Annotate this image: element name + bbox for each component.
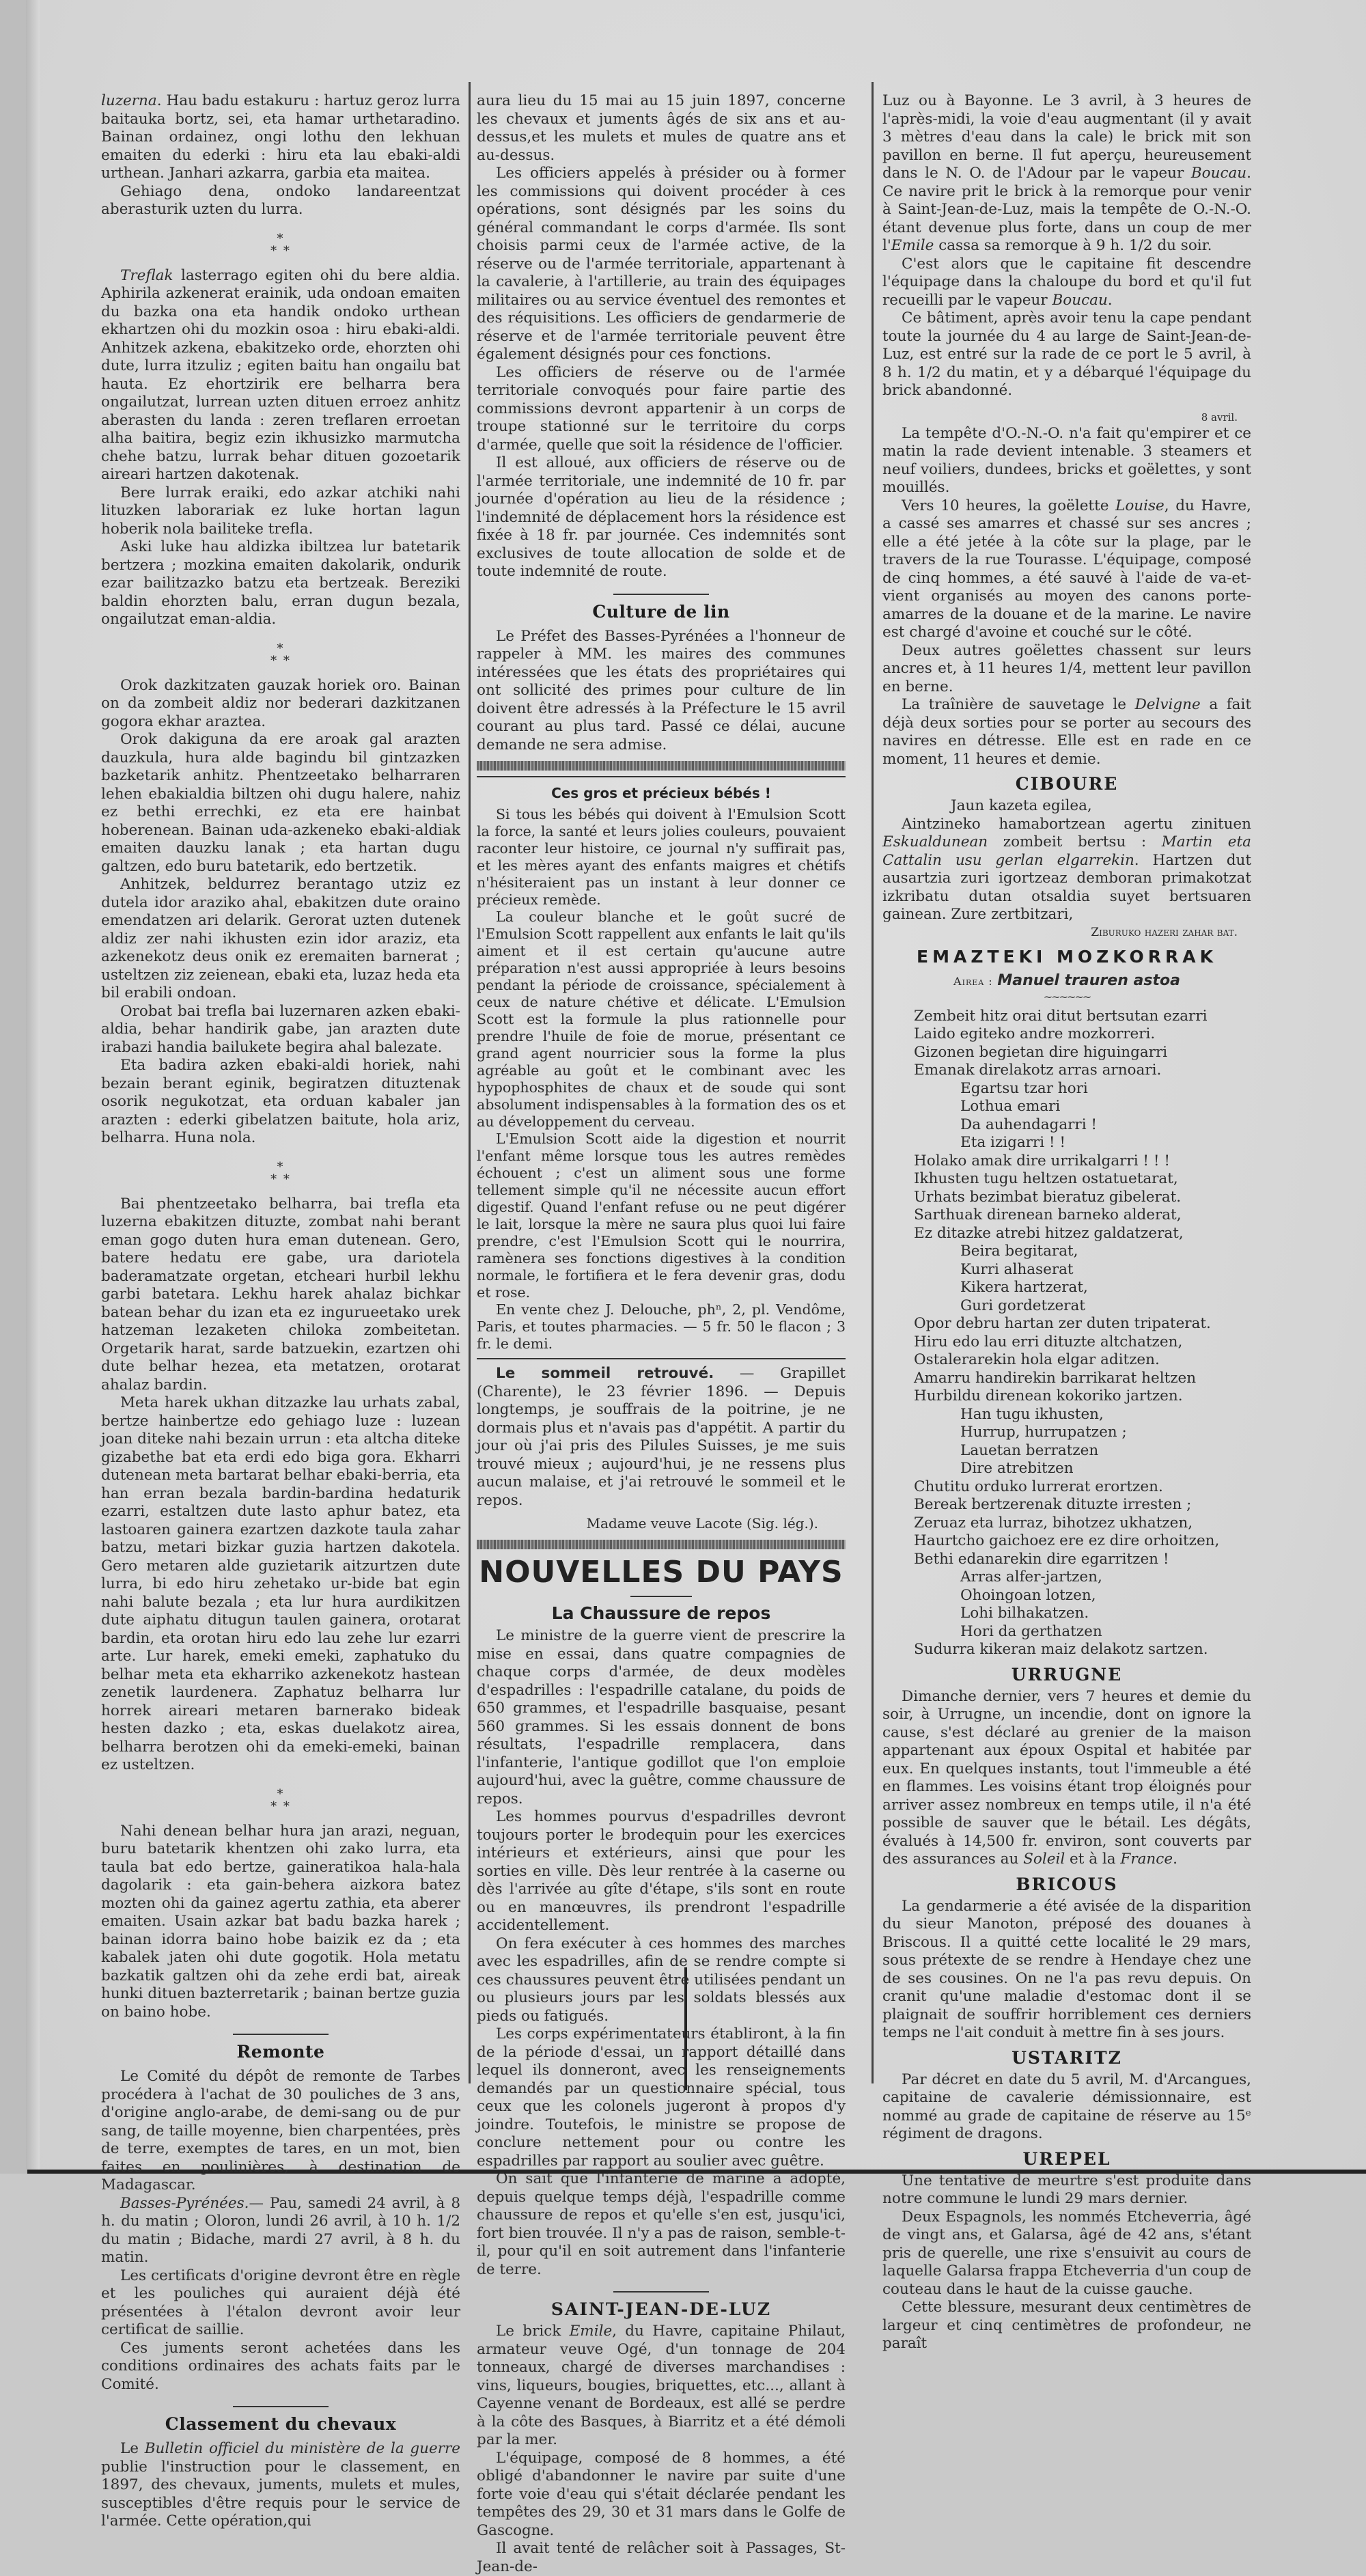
paragraph-text: Vers 10 heures, la goëlette xyxy=(902,497,1116,514)
asterism-separator: * * * xyxy=(270,1159,291,1187)
paragraph-text: . xyxy=(1107,291,1113,309)
ornamental-rule xyxy=(477,1540,846,1549)
poem-line: Ez ditazke atrebi hitzez galdatzerat, xyxy=(914,1224,1184,1242)
heading-ustaritz: USTARITZ xyxy=(1012,2047,1122,2068)
paragraph xyxy=(882,696,1251,768)
paragraph xyxy=(882,425,1251,497)
poem-line: Holako amak dire urrikalgarri ! ! ! xyxy=(914,1152,1170,1169)
italic-word: Soleil xyxy=(1023,1851,1065,1868)
tune-name: Manuel trauren astoa xyxy=(997,971,1180,989)
paragraph: Les certificats d'origine devront être en règle et les pouliches qui auraient déjà été présentées à l'étalon devront avoir leur certificat de saillie. xyxy=(101,2267,460,2338)
poem-line: Sarthuak direnean barneko alderat, xyxy=(914,1206,1182,1223)
paragraph-text: Dimanche dernier, vers 7 heures et demie du soir, à Urrugne, un incendie, dont on ignore la cause, s'est déclaré au grenier de la maison appartenant aux époux Ospital et habitée par eux. En quelques instants, tout l'immeuble a été en flammes. Les voisins étant trop éloignés pour arriver assez nombreux en temps utile, il n'a été possible de sauver que le bétail. Les dégâts, évalués à 14,500 fr. environ, sont couverts par des assurances au xyxy=(882,1687,1251,1868)
italic-word: Boucau xyxy=(1052,291,1108,309)
asterism-separator: * * * xyxy=(270,1786,291,1814)
paragraph: Le ministre de la guerre vient de prescrire la mise en essai, dans quatre compagnies de chaque corps d'armée, de deux modèles d'espadrilles : l'espadrille catalane, du poids de 650 grammes, et l'espadrille basquaise, pesant 560 grammes. Si les essais donnent de bons résultats, l'espadrille remplacera, dans l'infanterie, l'antique godillot que l'on emploie aujourd'hui, avec la guêtre, comme chaussure de repos. xyxy=(477,1627,846,1808)
heading-remonte: Remonte xyxy=(236,2042,325,2062)
rule xyxy=(477,776,846,777)
paragraph-text: . Ce navire prit le brick à la remorque pour venir à Saint-Jean-de-Luz, mais la tempête de O.-N.-O. étant devenue plus forte, dans un coup de mer l' xyxy=(882,165,1251,254)
paragraph: Orok dakiguna da ere aroak gal arazten dauzkula, hura alde bagindu bil gintzazken bazketarik anhitz. Phentzeetako belharraren lehen ebakialdia biltzen ohi dugu halere, nahiz ez bethi errechki, ez eta ere hainbat hoberenean. Bainan uda-azkeneko ebaki-aldiak emaiten dauzku lanak ; eta hartan dugu galtzen, edo buru batetarik, edo bertzetik. xyxy=(101,731,460,875)
paragraph: Il avait tenté de relâcher soit à Passages, St-Jean-de- xyxy=(477,2540,846,2575)
article-trefla xyxy=(101,267,460,629)
section-divider xyxy=(630,1596,692,1597)
poem-refrain-line: Kurri alhaserat xyxy=(960,1260,1074,1278)
run-in-title: Le sommeil retrouvé. xyxy=(496,1365,714,1382)
paragraph-text: La tempête d'O.-N.-O. n'a fait qu'empirer et ce matin la rade devient intenable. 3 steamers et neuf voiliers, dundees, bricks et goëlettes, y sont mouillés. xyxy=(882,424,1251,496)
paragraph-text: Deux autres goëlettes chassent sur leurs ancres et, à 11 heures 1/4, mettent leur pavillon en berne. xyxy=(882,641,1251,695)
paragraph-text: , du Havre, a cassé ses amarres et chassé sur ses ancres ; elle a été jetée à la côte sur la plage, par le travers de la rue Tourasse. L'équipage, composé de cinq hommes, a été sauvé à l'aide de va-et-vient organisés au moyen des canons porte-amarres de la douane et de la marine. Le navire est chargé d'avoine et couché sur le côté. xyxy=(882,497,1251,641)
article-bai xyxy=(101,1195,460,1775)
paragraph: Nahi denean belhar hura jan arazi, neguan, buru batetarik khentzen ohi zako lurra, eta taula bat edo bertze, gaineratikoa hala-hala dagolarik : eta gain-behera aizkora batez mozten ohi da gainez agertu zathia, eta aberer emaiten. Usain azkar bat badu bazka harek ; bainan idorra baino hobe baizik ez da ; eta kabalek jaten ohi dute gogotik. Hola metatu bazkatik galtzen ohi da zehe erdi bat, aireak hunki dituen bazterretarik ; bainan bertze guzia on baino hobe. xyxy=(101,1822,460,2021)
paragraph: Anhitzek, beldurrez berantago utziz ez dutela idor araziko ahal, ebakitzen dute oraino emendatzen ari delarik. Gerorat uzten dutenek aldiz zer nahi ikhusten ezin idor araziz, eta azkenekotz deus onik ez eremaiten barnerat ; usteltzen ziz zeienean, ebaki eta, luzaz heda eta bil erabili ondoan. xyxy=(101,876,460,1001)
poem-refrain-line: Beira begitarat, xyxy=(960,1243,1078,1260)
article-saint-jean-de-luz xyxy=(477,2323,846,2576)
paragraph-text: C'est alors que le capitaine fit descendre l'équipage dans la chaloupe du bord et qu'il fut recueilli par le vapeur xyxy=(882,255,1251,309)
italic-word: Delvigne xyxy=(1134,696,1201,713)
poem-line: Haurtcho gaichoez ere ez dire orhoitzen, xyxy=(914,1532,1220,1549)
paragraph: Ces juments seront achetées dans les conditions ordinaires des achats faits par le Comité. xyxy=(101,2339,460,2393)
heading-culture-de-lin: Culture de lin xyxy=(592,601,730,622)
italic-word: Emile xyxy=(891,237,934,254)
poem-line: Amarru handirekin barrikarat heltzen xyxy=(914,1369,1197,1387)
paragraph: Il est alloué, aux officiers de réserve ou de l'armée territoriale, une indemnité de 10 fr. par journée d'opération au lieu de la résidence ; l'indemnité de déplacement hors la résidence est fixée à 18 fr. par journée. Ces indemnités sont exclusives de toute allocation de solde et de toute indemnité de route. xyxy=(477,454,846,580)
wavy-ornament: ~~~~~~ xyxy=(1043,990,1091,1003)
italic-word: France xyxy=(1120,1851,1173,1868)
paragraph: Deux Espagnols, les nommés Etcheverria, âgé de vingt ans, et Galarsa, âgé de 42 ans, s'étant pris de querelle, une rixe s'ensuivit au cours de laquelle Galarsa frappa Etcheverria d'un coup de couteau dans le haut de la cuisse gauche. xyxy=(882,2208,1251,2298)
poem-line: Ostalerarekin hola elgar aditzen. xyxy=(914,1351,1160,1368)
poem-refrain-line: Ohoingoan lotzen, xyxy=(960,1586,1096,1604)
section-divider xyxy=(613,2291,709,2293)
poem-refrain-line: Hurrup, hurrupatzen ; xyxy=(960,1424,1127,1441)
poem-stanza xyxy=(914,1496,1251,1659)
paragraph-text: lasterrago egiten ohi du bere aldia. Aphirila azkenerat erainik, uda ondoan emaiten du bazka ona eta handik ondoko urthean ekhartzen ohi du mozkin osoa : hiru ebaki-aldi. Anhitzek azkena, ebakitzeko orde, ehorzten ohi dute, lurra itzuliz ; egiten baitu han ongailu bat hauta. Ez ehortzirik ere belharra bera ongailutzat, lurrean uzten dituen erroez anhitz aberasten du landa : zeren treflaren erroetan alha baitira, begiz ezin ikhusizko marmutcha chehe batzu, lurrak behar dituen gozoetarik aireari hartzen dakotenak. xyxy=(101,266,460,483)
paragraph xyxy=(882,497,1251,642)
paragraph: Les officiers de réserve ou de l'armée territoriale convoqués pour faire partie des commissions devront appartenir à un corps de troupe stationné sur le territoire du corps d'armée, quelle que soit la résidence de l'officier. xyxy=(477,363,846,454)
italic-word: Boucau xyxy=(1190,165,1247,182)
paragraph xyxy=(477,2323,846,2450)
paragraph: L'équipage, composé de 8 hommes, a été obligé d'abandonner le navire par suite d'une forte voie d'eau qui s'était déclarée pendant les tempêtes des 29, 30 et 31 mars dans le Golfe de Gascogne. xyxy=(477,2449,846,2539)
paragraph-text: et à la xyxy=(1065,1851,1121,1868)
article-classement xyxy=(101,2440,460,2531)
italic-word: luzerna xyxy=(101,92,157,109)
poem-refrain-line: Dire atrebitzen xyxy=(960,1460,1074,1477)
poem-line: Ikhusten tugu heltzen ostatuetarat, xyxy=(914,1170,1178,1187)
paragraph xyxy=(882,92,1251,255)
paragraph: On fera exécuter à ces hommes des marches avec les espadrilles, afin de se rendre compte si ces chaussures peuvent être utilisées pendant un ou plusieurs jours par les soldats blessés aux pieds ou fatigués. xyxy=(477,1935,846,2025)
paragraph: aura lieu du 15 mai au 15 juin 1897, concerne les chevaux et juments âgés de six ans et au-dessus,et les mulets et mules de quatre ans et au-dessus. xyxy=(477,92,846,164)
poem-line: Zembeit hitz orai ditut bertsutan ezarri xyxy=(914,1007,1208,1025)
paragraph-text: Aintzineko hamabortzean agertu zinituen xyxy=(902,815,1251,833)
column-3 xyxy=(882,92,1251,2353)
heading-chaussure: La Chaussure de repos xyxy=(551,1603,771,1623)
asterism-separator: * * * xyxy=(270,231,291,258)
poem-refrain-line: Eta izigarri ! ! xyxy=(960,1134,1066,1151)
italic-word: Louise xyxy=(1115,497,1165,514)
paragraph: Aski luke hau aldizka ibiltzea lur batetarik bertzera ; mozkina emaiten dakolarik, ondurik ezar bailitzazko batzu eta bertzeak. Bereziki baldin ehorzten balu, erran dugun bezala, ongailutzat eman-aldia. xyxy=(101,538,460,628)
poem-tune xyxy=(882,969,1251,993)
italic-title: Bulletin officiel du ministère de la guerre xyxy=(144,2440,460,2457)
paragraph: Bai phentzeetako belharra, bai trefla eta luzerna ebakitzen dituzte, zombat nahi berant eman gogo duten hura eman dutenean. Gero, batere hedatu ere gabe, ura dariotela baderamatzate orgetan, etcheari hurbil lekhu garbi batetara. Lekhu harek ahalaz bichkar batean behar du izan eta ez ingurueetako urek hatzeman lezaketen chiloka zombeitetan. Orgetarik harat, sarde batzuekin, ezartzen ohi dute belhar hezea, eta metatzen, orotarat ahalaz bardin. xyxy=(101,1195,460,1394)
paragraph: Le Préfet des Basses-Pyrénées a l'honneur de rappeler à MM. les maires des communes intéressées que les états des propriétaires qui ont sollicité des primes pour culture de lin doivent être adressés à la Préfecture le 15 avril courant au plus tard. Passé ce délai, aucune demande ne sera admise. xyxy=(477,627,846,753)
poem-line: Bethi edanarekin dire egarritzen ! xyxy=(914,1550,1169,1568)
paragraph-text: Le brick xyxy=(496,2323,570,2340)
paragraph: En vente chez J. Delouche, phⁿ, 2, pl. Vendôme, Paris, et toutes pharmacies. — 5 fr. 50 le flacon ; 3 fr. le demi. xyxy=(477,1301,846,1352)
poem-line: Sudurra kikeran maiz delakotz sartzen. xyxy=(914,1641,1208,1658)
paragraph: Les corps expérimentateurs établiront, à la fin de la période d'essai, un rapport détaillé dans lequel ils donneront, avec les renseignements demandés par un questionnaire spécial, tous ceux que les colonels jugeront à propos d'y joindre. Toutefois, le ministre se propose de conclure nettement pour ou contre les espadrilles par rapport au soulier avec guêtre. xyxy=(477,2025,846,2170)
paragraph: Eta badira azken ebaki-aldi horiek, nahi bezain berant eginik, begiratzen dituztenak osorik negukotzat, eta orduan kabaler jan arazten : ederki gibelatzen baitute, hola ariz, belharra. Huna nola. xyxy=(101,1057,460,1146)
paragraph: Une tentative de meurtre s'est produite dans notre commune le lundi 29 mars dernier. xyxy=(882,2172,1251,2207)
paragraph xyxy=(882,642,1251,697)
paragraph-text: La traînière de sauvetage le xyxy=(902,696,1135,713)
heading-bricous: BRICOUS xyxy=(1016,1874,1118,1894)
paragraph-text: . xyxy=(1173,1851,1177,1868)
column-2 xyxy=(477,92,846,2576)
poem-refrain-line: Guri gordetzerat xyxy=(960,1297,1085,1314)
paragraph-text: — Grapillet (Charente), le 23 février 1896. — Depuis longtemps, je souffrais de la poitrine, je ne dormais plus et n'avais pas d'appétit. A partir du jour où j'ai pris des Pilules Suisses, je me suis trouvé mieux ; aujourd'hui, je ne ressens plus aucun malaise, et j'ai retrouvé le sommeil et le repos. xyxy=(477,1365,846,1509)
italic-word: Basses-Pyrénées. xyxy=(120,2194,249,2212)
rule xyxy=(477,1358,846,1359)
paragraph-text: a fait déjà deux sorties pour se porter au secours des navires en détresse. Elle est en rade en ce moment, 11 heures et demie. xyxy=(882,696,1251,768)
paragraph xyxy=(882,309,1251,400)
paragraph: La couleur blanche et le goût sucré de l'Emulsion Scott rappellent aux enfants le lait qu'ils aiment et il est certain qu'aucune autre préparation n'est aussi appropriée à leurs besoins pendant la période de croissance, spécialement à ceux de nature chétive et délicate. L'Emulsion Scott est la formule la plus rationnelle pour prendre l'huile de foie de morue, présentant ce grand agent nourricier sous la forme la plus agréable au goût et le combinant avec les hypophosphites de chaux et de soude qui sont absolument indispensables à la formation des os et au développement du cerveau. xyxy=(477,909,846,1130)
paragraph-text: , du Havre, capitaine Philaut, armateur veuve Ogé, d'un tonnage de 204 tonneaux, chargé de diverses marchandises : vins, liqueurs, bougies, briquettes, etc..., allant à Cayenne venant de Bordeaux, est allé se perdre à la côte des Basques, à Biarritz et a été démoli par la mer. xyxy=(477,2323,846,2448)
paragraph-text: — Pau, samedi 24 avril, à 8 h. du matin ; Oloron, lundi 26 avril, à 10 h. 1/2 du matin ; Bidache, mardi 27 avril, à 8 h. du matin. xyxy=(101,2194,460,2266)
column-rule-2 xyxy=(872,82,874,2083)
heading-urrugne: URRUGNE xyxy=(1011,1664,1123,1685)
article-saint-jean-continued xyxy=(882,92,1251,400)
poem-line: Hiru edo lau erri dituzte altchatzen, xyxy=(914,1333,1183,1351)
poem-stanza xyxy=(914,1170,1251,1333)
heading-advert-scott: Ces gros et précieux bébés ! xyxy=(551,785,771,801)
signature: Ziburuko hazeri zahar bat. xyxy=(1091,925,1238,939)
article-remonte xyxy=(101,2068,460,2394)
heading-saint-jean-de-luz: SAINT-JEAN-DE-LUZ xyxy=(550,2299,772,2319)
poem-stanza xyxy=(914,1008,1251,1171)
poem-verses xyxy=(882,1008,1251,1659)
advert-sommeil xyxy=(477,1365,846,1533)
paragraph: L'Emulsion Scott aide la digestion et nourrit l'enfant même lorsque tous les autres remèdes échouent ; c'est un aliment sous une forme tellement simple qu'il ne nécessite aucun effort digestif. Quand l'enfant refuse ou ne peut digérer le lait, lorsque la mère ne saura plus quoi lui faire prendre, c'est l'Emulsion Scott qui le nourrira, ramènera ses fonctions digestives à la condition normale, le fortifiera et le fera devenir gras, dodu et rose. xyxy=(477,1131,846,1301)
gutter-shadow xyxy=(26,0,40,2174)
poem-line: Gizonen begietan dire higuingarri xyxy=(914,1043,1168,1061)
poem-line: Laido egiteko andre mozkorreri. xyxy=(914,1025,1156,1042)
paragraph xyxy=(101,92,460,183)
heading-classement: Classement du chevaux xyxy=(165,2414,397,2434)
section-divider xyxy=(233,2406,329,2407)
paragraph-text: Ce bâtiment, après avoir tenu la cape pendant toute la journée du 4 au large de Saint-Jean-de-Luz, est entré sur la rade de ce port le 5 avril, à 8 h. 1/2 du matin, et y a débarqué l'équipage du brick abandonné. xyxy=(882,309,1251,399)
paragraph-text: cassa sa remorque à 9 h. 1/2 du soir. xyxy=(934,237,1212,254)
paragraph-text: Le xyxy=(120,2440,145,2457)
article-orok xyxy=(101,677,460,1148)
poem-refrain-line: Kikera hartzerat, xyxy=(960,1279,1088,1296)
paragraph: Le Comité du dépôt de remonte de Tarbes procédera à l'achat de 30 pouliches de 3 ans, d'origine anglo-arabe, de demi-sang ou de pur sang, de taille moyenne, bien charpentées, près de terre, exemptes de tares, en un mot, bien faites en poulinières, à destination de Madagascar. xyxy=(101,2068,460,2193)
paragraph: Si tous les bébés qui doivent à l'Emulsion Scott la force, la santé et leurs jolies couleurs, pouvaient raconter leur histoire, ce journal n'y suffirait pas, et les mères ayant des enfants maigres et chétifs n'hésiteraient pas un instant à leur donner ce précieux remède. xyxy=(477,806,846,908)
poem-stanza xyxy=(914,1333,1251,1497)
poem-refrain-line: Lohi bilhakatzen. xyxy=(960,1605,1089,1622)
poem-refrain-line: Lauetan berratzen xyxy=(960,1441,1099,1459)
poem-refrain-line: Arras alfer-jartzen, xyxy=(960,1568,1102,1585)
asterism-separator: * * * xyxy=(270,641,291,668)
paragraph-text: publie l'instruction pour le classement, en 1897, des chevaux, juments, mulets et mules, susceptibles d'être requis pour le service de l'armée. Cette opération,qui xyxy=(101,2458,460,2530)
poem-line: Chutitu orduko lurrerat erortzen. xyxy=(914,1478,1163,1495)
paragraph: Par décret en date du 5 avril, M. d'Arcangues, capitaine de cavalerie démissionnaire, est nommé au grade de capitaine de réserve au 15ᵉ régiment de dragons. xyxy=(882,2071,1251,2142)
article-chaussure xyxy=(477,1627,846,2279)
paragraph: Les hommes pourvus d'espadrilles devront toujours porter le brodequin pour les exercices intérieurs et extérieurs, ainsi que pour les sorties en ville. Dès leur rentrée à la caserne ou dès l'arrivée au gîte d'étape, s'ils sont en route ou en manœuvres, ils prendront l'espadrille accidentellement. xyxy=(477,1808,846,1934)
poem-line: Hurbildu direnean kokoriko jartzen. xyxy=(914,1387,1183,1404)
section-divider xyxy=(233,2034,329,2035)
paragraph-text: . Hau badu estakuru : hartuz geroz lurra baitauka bortz, sei, eta hamar urthetaradino. Bainan ordainez, ongi lothu den lekhuan emaiten du ederki : hiru eta lau ebaki-aldi urthean. Janhari azkarra, garbia eta maitea. xyxy=(101,92,460,182)
dateline: 8 avril. xyxy=(1201,411,1238,424)
poem-line: Emanak direlakotz arras arnoari. xyxy=(914,1062,1162,1079)
poem-refrain-line: Da auhendagarri ! xyxy=(960,1116,1098,1133)
poem-line: Urhats bezimbat bieratuz gibelerat. xyxy=(914,1188,1182,1206)
column-1 xyxy=(101,92,460,2531)
paragraph xyxy=(477,1365,846,1510)
paragraph: Orobat bai trefla bai luzernaren azken ebaki-aldia, behar handirik gabe, jan arazten dute irabazi handia bailukete begira ahal balezate. xyxy=(101,1002,460,1056)
paragraph-text: zombeit bertsu : xyxy=(988,833,1162,850)
paragraph: Meta harek ukhan ditzazke lau urhats zabal, bertze hainbertze edo gehiago luze : luzean joan diteke nahi bezain urrun : eta altcha diteke gizabethe bat eta erdi edo biga gora. Ekharri dutenean meta bartarat belhar ebaki-berria, eta han erran bezala bardin-bardina hedaturik ezarri, estaltzen dute lasto aphur batez, eta lastoaren gainera ezartzen dazkote taula zahar batzu, metari bizkar guzia hartzen dakotela. Gero metaren alde guzietarik aitzurtzen dute lurra, bi edo hiru zehetako ur-bide bat egin nahi balute bezala ; eta lur hura aurdikitzen dute aiphatu ditugun taulen gainera, orotarat bardin, eta orotan hiru edo lau zehe lur ezarri arte. Lur harek, emeki emeki, zaphatuko du belhar meta eta ekharriko azkenekotz hastean zenetik laurdenera. Zaphatuz belharra lur horrek aireari metaren barnerako bideak hesten dazko ; eta, eskas duelakotz airea, belharra berotzen ohi da emeki-emeki, bainan ez usteltzen. xyxy=(101,1394,460,1773)
poem-line: Bereak bertzerenak dituzte irresten ; xyxy=(914,1496,1192,1513)
advert-scott xyxy=(477,806,846,1353)
paragraph: Orok dazkitzaten gauzak horiek oro. Bainan on da zombeit aldiz nor bederari dazkitzanen gogora ekhar araztea. xyxy=(101,676,460,730)
italic-word: Treflak xyxy=(120,266,173,284)
section-banner: NOUVELLES DU PAYS xyxy=(479,1555,844,1590)
page-binding-edge xyxy=(0,0,27,2174)
paragraph: On sait que l'infanterie de marine a adopté, depuis quelque temps déjà, l'espadrille comme chaussure de repos et qu'elle s'en est, jusqu'ici, fort bien trouvée. Il n'y a pas de raison, semble-t-il, pour qu'il en soit autrement dans l'infanterie de terre. xyxy=(477,2170,846,2278)
poem-line: Opor debru hartan zer duten tripaterat. xyxy=(914,1315,1211,1332)
poem-refrain-line: Han tugu ikhusten, xyxy=(960,1405,1104,1423)
paragraph xyxy=(882,1688,1251,1869)
paragraph xyxy=(101,267,460,484)
signature: Madame veuve Lacote (Sig. lég.). xyxy=(586,1515,818,1532)
ornamental-rule xyxy=(477,761,846,771)
paragraph: Cette blessure, mesurant deux centimètres de largeur et cinq centimètres de profondeur, ne paraît xyxy=(882,2299,1251,2352)
poem-refrain-line: Hori da gerthatzen xyxy=(960,1622,1102,1640)
paragraph-text: Luz ou à Bayonne. Le 3 avril, à 3 heures de l'après-midi, la voie d'eau augmentant (il y avait 3 mètres d'eau dans la cale) le brick mit son pavillon en berne. Il fut aperçu, heureusement dans le N. O. de l'Adour par le vapeur xyxy=(882,92,1251,182)
paragraph: Les officiers appelés à présider ou à former les commissions qui doivent procéder à ces opérations, sont désignés par les soins du général commandant le corps d'armée. Ils sont choisis parmi ceux de l'armée active, de la réserve ou de l'armée territoriale, appartenant à la cavalerie, à l'artillerie, au train des équipages militaires ou au service éventuel des remontes et des réquisitions. Les officiers de gendarmerie de réserve et de l'armée territoriale peuvent être également désignés pour ces fonctions. xyxy=(477,165,846,363)
paragraph xyxy=(882,816,1251,924)
paragraph xyxy=(882,255,1251,310)
paragraph: Bere lurrak eraiki, edo azkar atchiki nahi lituzken laborariak ez luke hortan lagun hoberik nola bailiteke trefla. xyxy=(101,484,460,538)
paragraph: Gehiago dena, ondoko landareentzat aberasturik uzten du lurra. xyxy=(101,182,460,218)
poem-refrain-line: Lothua emari xyxy=(960,1098,1061,1115)
section-divider xyxy=(613,594,709,595)
article-april-8 xyxy=(882,425,1251,769)
article-classement-continued xyxy=(477,92,846,581)
poem-title: EMAZTEKI MOZKORRAK xyxy=(917,946,1217,967)
heading-ciboure: CIBOURE xyxy=(1015,774,1119,794)
italic-word: Martin eta Cattalin usu gerlan elgarrekin xyxy=(882,833,1251,869)
paragraph xyxy=(101,2195,460,2267)
heading-urepel: UREPEL xyxy=(1022,2148,1111,2169)
paragraph-text: . Hartzen dut ausartzia zuri igortzeaz demboran primakotzat izkribatu dutan otsaldia suyet bertsuaren gainean. Zure zertbitzari, xyxy=(882,851,1251,923)
italic-word: Eskualdunean xyxy=(882,833,988,850)
column-rule-1 xyxy=(469,82,471,2083)
article-nahi xyxy=(101,1823,460,2022)
paragraph xyxy=(101,2440,460,2531)
poem-line: Zeruaz eta lurraz, bihotzez ukhatzen, xyxy=(914,1514,1193,1532)
paragraph: La gendarmerie a été avisée de la disparition du sieur Manoton, préposé des douanes à Briscous. Il a quitté cette localité le 29 mars, sous prétexte de se rendre à Hendaye chez une de ses cousines. On ne l'a pas revu depuis. On cranit qu'une maladie d'estomac dont il se plaignait de souffrir horriblement ces derniers temps ne l'ait conduit à mettre fin à ses jours. xyxy=(882,1897,1251,2041)
ship-name: Emile xyxy=(569,2323,613,2340)
tune-label: Airea : xyxy=(953,974,993,988)
poem-refrain-line: Egartsu tzar hori xyxy=(960,1079,1088,1097)
article-intro xyxy=(101,92,460,219)
salutation: Jaun kazeta egilea, xyxy=(951,797,1092,814)
